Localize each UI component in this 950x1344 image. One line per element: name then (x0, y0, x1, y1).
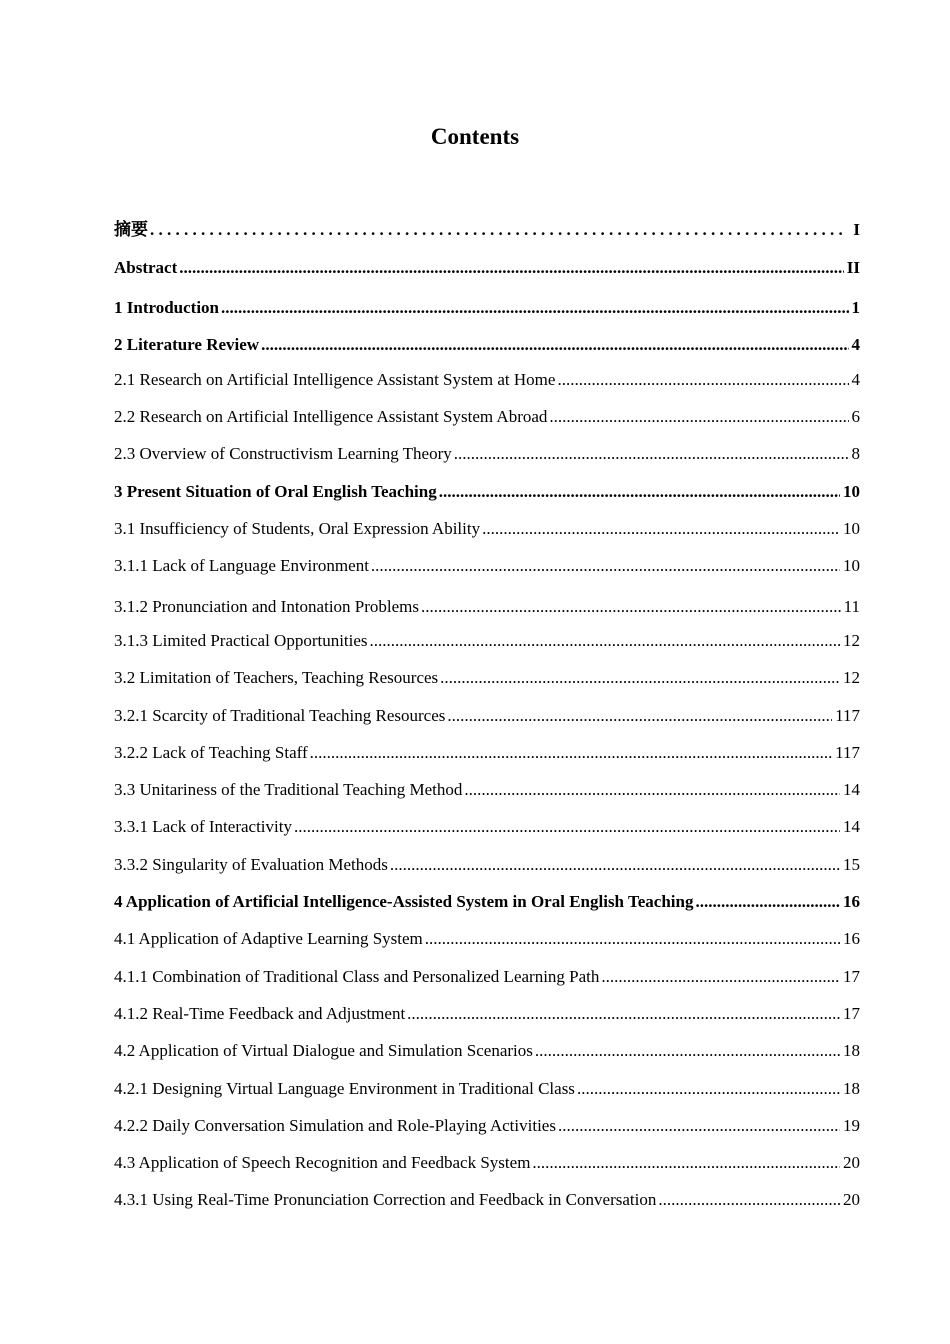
toc-entry-page-number: 10 (843, 482, 860, 501)
dot-leader (577, 1077, 840, 1101)
toc-entry-page-number: 16 (843, 929, 860, 948)
toc-entry[interactable] (114, 1151, 860, 1175)
toc-entry-label: 2 Literature Review (114, 335, 260, 354)
toc-entry-page-number: 12 (843, 631, 860, 650)
toc-entry-label: Abstract (114, 258, 178, 277)
toc-entry-label: 4.1.1 Combination of Traditional Class and Personalized Learning Path (114, 967, 600, 986)
toc-entry-label: 4.2.2 Daily Conversation Simulation and Role-Playing Activities (114, 1116, 556, 1135)
toc-entry[interactable] (114, 1077, 860, 1101)
toc-entry-label: 1 Introduction (114, 298, 220, 317)
toc-entry-label: 3.3.1 Lack of Interactivity (114, 817, 292, 836)
toc-entry-page-number: 10 (843, 556, 860, 575)
toc-entry[interactable] (114, 1039, 860, 1063)
toc-entry[interactable] (114, 815, 860, 839)
dot-leader (425, 927, 840, 951)
dot-leader (310, 741, 833, 765)
toc-entry-label: 3.3.2 Singularity of Evaluation Methods (114, 855, 388, 874)
toc-entry[interactable] (114, 965, 860, 989)
toc-entry[interactable] (114, 442, 860, 466)
dot-leader (557, 368, 848, 392)
dot-leader (601, 965, 840, 989)
toc-entry-page-number: 11 (843, 597, 860, 616)
dot-leader (535, 1039, 840, 1063)
toc-entry[interactable] (114, 554, 860, 578)
toc-entry[interactable] (114, 333, 860, 357)
dot-leader (390, 853, 840, 877)
toc-entry-page-number: II (846, 258, 860, 277)
toc-entry-label: 3 Present Situation of Oral English Teaching (114, 482, 437, 501)
toc-entry-label: 2.3 Overview of Constructivism Learning Theory (114, 444, 452, 463)
toc-entry-page-number: 14 (843, 817, 860, 836)
toc-entry[interactable] (114, 741, 860, 765)
toc-entry[interactable] (114, 853, 860, 877)
toc-entry-label: 4.1 Application of Adaptive Learning System (114, 929, 423, 948)
toc-entry-page-number: 16 (843, 892, 860, 911)
toc-entry-page-number: 1 (851, 298, 860, 317)
toc-entry-label: 4.2.1 Designing Virtual Language Environment in Traditional Class (114, 1079, 575, 1098)
toc-entry-label: 3.2.2 Lack of Teaching Staff (114, 743, 308, 762)
toc-entry-page-number: 12 (843, 668, 860, 687)
dot-leader (370, 629, 840, 653)
toc-entry[interactable] (114, 778, 860, 802)
toc-entry-label: 3.1.3 Limited Practical Opportunities (114, 631, 368, 650)
toc-entry-label: 2.1 Research on Artificial Intelligence Assistant System at Home (114, 370, 556, 389)
dot-leader (294, 815, 840, 839)
toc-entry-page-number: 17 (843, 1004, 860, 1023)
toc-entry-page-number: 17 (843, 967, 860, 986)
toc-entry-page-number: 117 (835, 743, 860, 762)
toc-entry-page-number: 10 (843, 519, 860, 538)
toc-entry[interactable] (114, 927, 860, 951)
dot-leader (371, 554, 840, 578)
toc-entry-label: 3.2 Limitation of Teachers, Teaching Resources (114, 668, 439, 687)
toc-entry[interactable] (114, 296, 860, 320)
dot-leader (221, 296, 848, 320)
toc-entry-label: 4.3.1 Using Real-Time Pronunciation Correction and Feedback in Conversation (114, 1190, 657, 1209)
page-title: Contents (430, 124, 520, 149)
dot-leader (454, 442, 849, 466)
toc-entry[interactable] (114, 629, 860, 653)
toc-entry-page-number: 6 (851, 407, 860, 426)
dot-leader (407, 1002, 840, 1026)
dot-leader (439, 480, 840, 504)
toc-entry[interactable] (114, 517, 860, 541)
toc-entry[interactable] (114, 1114, 860, 1138)
toc-entry-page-number: 20 (843, 1190, 860, 1209)
dot-leader (482, 517, 840, 541)
dot-leader (532, 1151, 840, 1175)
dot-leader (464, 778, 840, 802)
toc-entry[interactable] (114, 1002, 860, 1026)
toc-entry-label: 摘要 (114, 220, 148, 239)
toc-entry-page-number: 4 (851, 370, 860, 389)
toc-entry-page-number: 18 (843, 1079, 860, 1098)
toc-entry[interactable] (114, 1188, 860, 1212)
toc-entry-page-number: 4 (851, 335, 860, 354)
toc-entry[interactable] (114, 890, 860, 914)
dot-leader (549, 405, 848, 429)
toc-entry[interactable] (114, 666, 860, 690)
toc-entry-label: 3.1.2 Pronunciation and Intonation Problems (114, 597, 420, 616)
toc-entry-page-number: 14 (843, 780, 860, 799)
toc-entry-label: 3.1.1 Lack of Language Environment (114, 556, 369, 575)
dot-leader (658, 1188, 840, 1212)
toc-entry-label: 4.3 Application of Speech Recognition and Feedback System (114, 1153, 531, 1172)
toc-entry-label: 4.1.2 Real-Time Feedback and Adjustment (114, 1004, 406, 1023)
toc-entry-page-number: 19 (843, 1116, 860, 1135)
dot-leader (421, 595, 841, 619)
toc-entry-page-number: 20 (843, 1153, 860, 1172)
toc-entry-label: 4 Application of Artificial Intelligence-Assisted System in Oral English Teaching (114, 892, 694, 911)
toc-entry-label: 4.2 Application of Virtual Dialogue and Simulation Scenarios (114, 1041, 533, 1060)
toc-entry-label: 3.3 Unitariness of the Traditional Teaching Method (114, 780, 463, 799)
toc-entry-page-number: I (853, 220, 860, 239)
toc-entry[interactable] (114, 218, 860, 242)
toc-entry[interactable] (114, 405, 860, 429)
toc-entry-page-number: 117 (835, 706, 860, 725)
dot-leader (558, 1114, 840, 1138)
dot-leader (179, 256, 844, 280)
toc-entry-page-number: 18 (843, 1041, 860, 1060)
toc-entry[interactable] (114, 368, 860, 392)
dot-leader (150, 218, 842, 242)
dot-leader (440, 666, 840, 690)
toc-entry[interactable] (114, 480, 860, 504)
toc-entry[interactable] (114, 256, 860, 280)
toc-entry-label: 3.2.1 Scarcity of Traditional Teaching Resources (114, 706, 446, 725)
toc-entry[interactable] (114, 704, 860, 728)
toc-entry[interactable] (114, 595, 860, 619)
toc-entry-page-number: 15 (843, 855, 860, 874)
toc-entry-page-number: 8 (851, 444, 860, 463)
toc-entry-label: 3.1 Insufficiency of Students, Oral Expression Ability (114, 519, 481, 538)
dot-leader (261, 333, 848, 357)
dot-leader (695, 890, 840, 914)
toc-entry-label: 2.2 Research on Artificial Intelligence Assistant System Abroad (114, 407, 548, 426)
dot-leader (447, 704, 832, 728)
